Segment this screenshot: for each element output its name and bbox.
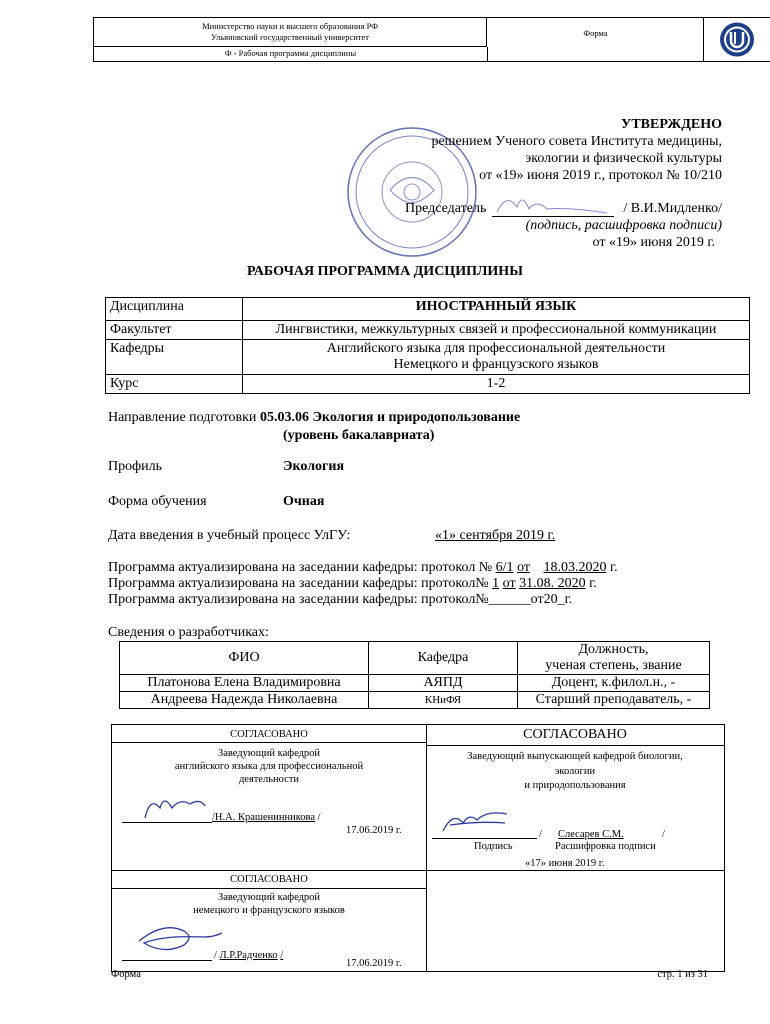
page-number: стр. 1 из 31 bbox=[657, 969, 708, 980]
head2-date: «17» июня 2019 г. bbox=[525, 858, 605, 869]
intro-date-label: Дата введения в учебный процесс УлГУ: bbox=[108, 528, 351, 543]
update-protocol: 6/1 bbox=[495, 560, 514, 575]
update-date: 18.03.2020 bbox=[543, 560, 607, 575]
ministry-text: Министерство науки и высшего образования РФ bbox=[202, 21, 378, 31]
head2-line2: экологии bbox=[554, 765, 596, 777]
update-from: от bbox=[502, 576, 516, 591]
head1-line3: деятельности bbox=[238, 774, 300, 785]
dev-name: Платонова Елена Владимировна bbox=[120, 675, 369, 692]
head3-name: Л.Р.Радченко bbox=[219, 950, 278, 961]
agreed-label-2: СОГЛАСОВАНО bbox=[523, 727, 627, 742]
update-protocol: 1 bbox=[492, 576, 500, 591]
head2-line3: и природопользования bbox=[524, 780, 626, 791]
agreed-label-3: СОГЛАСОВАНО bbox=[230, 874, 308, 885]
direction-level: (уровень бакалавриата) bbox=[283, 428, 435, 443]
approval-line3: от «19» июня 2019 г., протокол № 10/210 bbox=[479, 168, 722, 183]
head3-signature bbox=[134, 921, 224, 958]
head2-title bbox=[426, 750, 724, 794]
chair-label: Председатель bbox=[405, 201, 487, 216]
direction-block bbox=[108, 410, 520, 426]
university-logo bbox=[704, 18, 770, 61]
dev-position: Доцент, к.филол.н., - bbox=[518, 675, 710, 692]
head3-line2: немецкого и французского языков bbox=[193, 905, 345, 916]
form-label: Форма bbox=[488, 18, 704, 61]
approval-title: УТВЕРЖДЕНО bbox=[621, 117, 722, 132]
document-header bbox=[93, 17, 770, 62]
sig-line bbox=[122, 960, 212, 961]
divider bbox=[426, 745, 724, 746]
divider bbox=[112, 870, 724, 871]
update-from: от bbox=[517, 560, 530, 575]
table-header-row bbox=[120, 642, 710, 675]
approval-date: от «19» июня 2019 г. bbox=[592, 235, 715, 250]
update-tail: г. bbox=[589, 576, 597, 591]
head3-line1: Заведующий кафедрой bbox=[217, 892, 321, 903]
head2-name: Слесарев С.М. bbox=[558, 829, 624, 840]
university-text: Ульяновский государственный университет bbox=[211, 32, 369, 42]
row-label: Дисциплина bbox=[106, 298, 243, 321]
head1-name: /Н.А. Крашенинникова bbox=[212, 812, 316, 823]
head1-line1: Заведующий кафедрой bbox=[217, 748, 321, 759]
divider bbox=[112, 888, 426, 889]
update-text: Программа актуализирована на заседании кафедры: протокол№ bbox=[108, 576, 489, 591]
dev-dept: АЯПД bbox=[369, 675, 518, 692]
dev-dept: КНиФЯ bbox=[369, 692, 518, 709]
department-1: Английского языка для профессиональной деятельности bbox=[326, 341, 666, 356]
head1-line2: английского языка для профессиональной bbox=[174, 761, 364, 772]
head3-name-wrap: / Л.Р.Радченко / bbox=[214, 950, 284, 961]
intro-date-value: «1» сентября 2019 г. bbox=[435, 528, 556, 543]
head1-name-wrap: /Н.А. Крашенинникова / bbox=[212, 812, 321, 823]
row-value: Лингвистики, межкультурных связей и профессиональной коммуникации bbox=[243, 321, 750, 340]
profile-value: Экология bbox=[283, 459, 345, 474]
signature-block bbox=[111, 724, 725, 972]
slash: / bbox=[662, 829, 665, 840]
row-value bbox=[243, 340, 750, 375]
head2-line1: Заведующий выпускающей кафедрой биологии, bbox=[467, 751, 683, 762]
developers-table bbox=[119, 641, 710, 709]
table-row bbox=[120, 675, 710, 692]
row-label: Факультет bbox=[106, 321, 243, 340]
position-header-2: ученая степень, звание bbox=[545, 658, 682, 673]
update-line-1 bbox=[108, 560, 718, 576]
update-line-3: Программа актуализирована на заседании кафедры: протокол№______от20_г. bbox=[108, 592, 573, 607]
footer-form: Форма bbox=[111, 969, 141, 980]
study-form-label: Форма обучения bbox=[108, 494, 207, 509]
dev-name: Андреева Надежда Николаевна bbox=[120, 692, 369, 709]
update-text: Программа актуализирована на заседании кафедры: протокол № bbox=[108, 560, 493, 575]
signature-hint: (подпись, расшифровка подписи) bbox=[525, 218, 722, 233]
header-org bbox=[94, 18, 487, 47]
table-row bbox=[120, 692, 710, 709]
col-header-dept: Кафедра bbox=[369, 642, 518, 675]
sig-line bbox=[432, 838, 537, 839]
position-header-1: Должность, bbox=[578, 642, 649, 657]
col-header-position bbox=[518, 642, 710, 675]
table-row bbox=[106, 321, 750, 340]
row-value: 1-2 bbox=[243, 375, 750, 394]
col-header-name: ФИО bbox=[120, 642, 369, 675]
head3-date: 17.06.2019 г. bbox=[346, 958, 402, 969]
head1-date: 17.06.2019 г. bbox=[346, 825, 402, 836]
doc-type: Ф - Рабочая программа дисциплины bbox=[94, 47, 488, 61]
profile-label: Профиль bbox=[108, 459, 163, 474]
slash: / bbox=[539, 829, 542, 840]
table-row bbox=[106, 340, 750, 375]
direction-label: Направление подготовки bbox=[108, 410, 257, 425]
row-value: ИНОСТРАННЫЙ ЯЗЫК bbox=[243, 298, 750, 321]
head1-title bbox=[112, 747, 426, 786]
developers-title: Сведения о разработчиках: bbox=[108, 625, 269, 640]
update-date: 31.08. 2020 bbox=[519, 576, 586, 591]
program-title: РАБОЧАЯ ПРОГРАММА ДИСЦИПЛИНЫ bbox=[247, 264, 523, 279]
chair-name: / В.И.Мидленко/ bbox=[623, 201, 722, 216]
head2-sig-caption: Подпись bbox=[474, 841, 513, 852]
head2-decode-caption: Расшифровка подписи bbox=[555, 841, 656, 852]
discipline-info-table bbox=[105, 297, 750, 394]
chair-sig-line bbox=[492, 216, 614, 217]
row-label: Кафедры bbox=[106, 340, 243, 375]
row-label: Курс bbox=[106, 375, 243, 394]
update-line-2 bbox=[108, 576, 718, 592]
direction-value: 05.03.06 Экология и природопользование bbox=[259, 410, 521, 425]
study-form-value: Очная bbox=[283, 494, 325, 509]
table-row bbox=[106, 375, 750, 394]
dev-position: Старший преподаватель, - bbox=[518, 692, 710, 709]
divider bbox=[112, 742, 426, 743]
department-2: Немецкого и французского языков bbox=[393, 357, 599, 372]
update-tail: г. bbox=[610, 560, 618, 575]
table-row bbox=[106, 298, 750, 321]
agreed-label-1: СОГЛАСОВАНО bbox=[230, 729, 308, 740]
head3-title bbox=[112, 891, 426, 917]
sig-line bbox=[122, 822, 212, 823]
approval-line2: экологии и физической культуры bbox=[525, 151, 722, 166]
approval-line1: решением Ученого совета Института медицины, bbox=[431, 134, 722, 149]
